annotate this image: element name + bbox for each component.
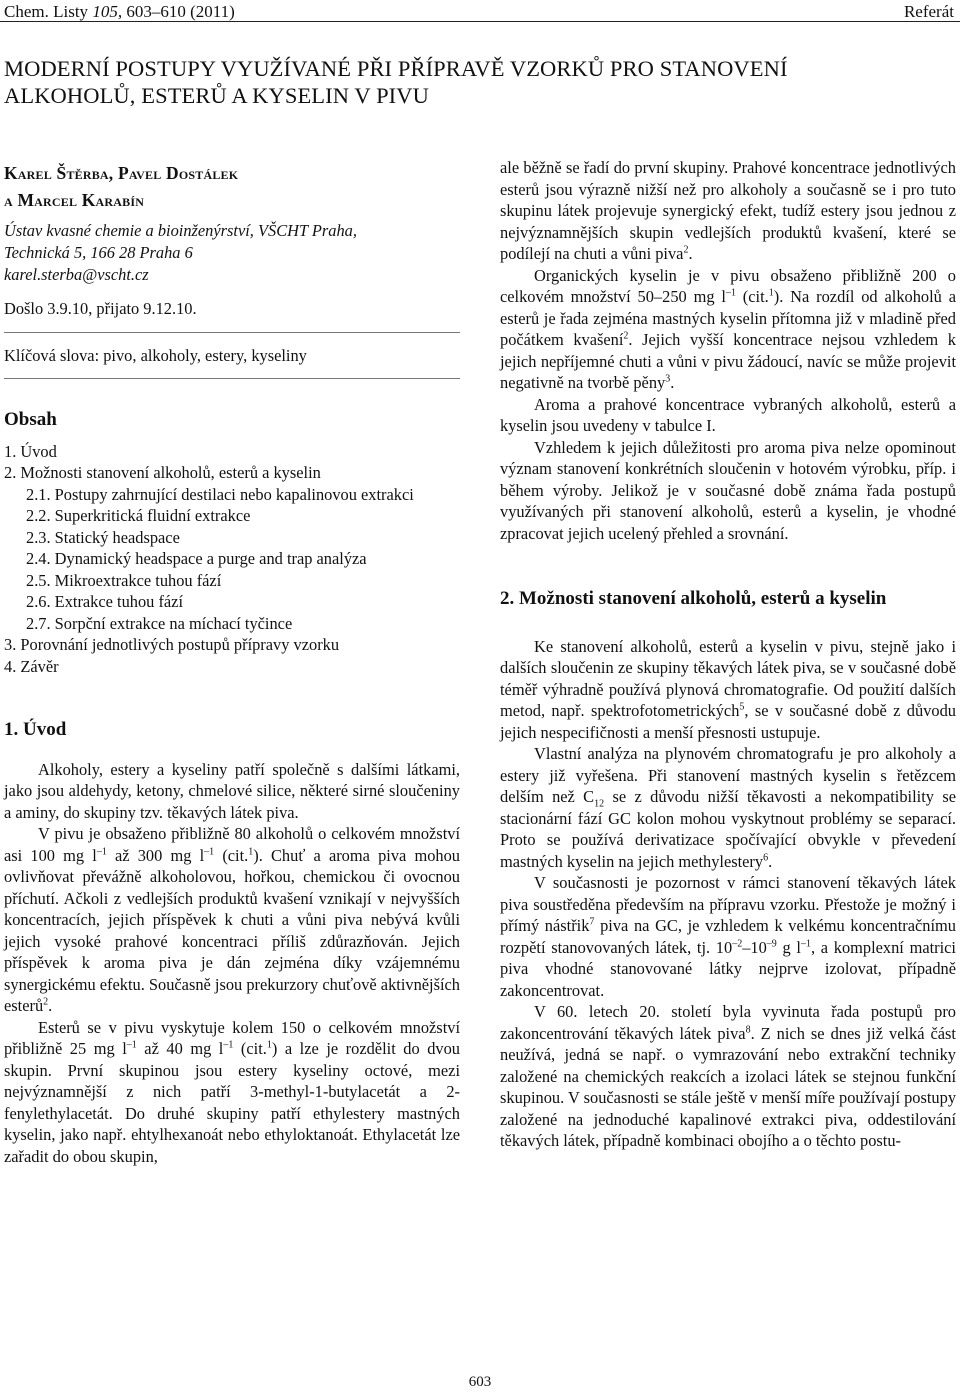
intro-paragraph-1: Alkoholy, estery a kyseliny patří společně s dalšími látkami, jako jsou aldehydy, ketony, chmelové silice, některé sirné sloučeniny a aminy, do skupiny tzv. těkavých látek piva. [4, 759, 460, 822]
intro-paragraph-3: Esterů se v pivu vyskytuje kolem 150 o celkovém množství přibližně 25 mg $l^{-1}$ až 40 mg $l^{-1}$ (cit.$^1$) a lze je rozdělit do dvou skupin. První skupinou jsou estery kyseliny octové, mezi nejvýznamnější z nich patří 3-methyl-1-butylacetát a 2-fenylethylacetát. Do druhé skupiny patří ethylestery mastných kyselin, jako např. ehtylhexanoát nebo ethyloktanoát. Ethylacetát lze zařadit do obou skupin, [4, 1017, 460, 1166]
toc-item-uvod[interactable]: 1. Úvod [4, 441, 57, 461]
section-1-heading: 1. Úvod [4, 719, 67, 740]
keywords-rule-bottom [4, 378, 460, 379]
left-column [4, 160, 460, 1167]
keywords-rule-top [4, 332, 460, 333]
author-email[interactable]: karel.sterba@vscht.cz [4, 265, 149, 284]
toc-item-sbse[interactable]: 2.7. Sorpční extrakce na míchací tyčince [26, 613, 293, 633]
esters-paragraph-continued: ale běžně se řadí do první skupiny. Prahové koncentrace jednotlivých esterů jsou výrazně nižší než pro alkoholy a současně se i pro tuto skupinu látek projevuje synergický efekt, tudíž estery jsou jednou z nejvýznamnějších skupin vedlejších produktů kvašení, které se podílejí na chuti a vůni piva$^2$. [500, 158, 956, 263]
toc-item-destilace[interactable]: 2.1. Postupy zahrnující destilaci nebo kapalinovou extrakci [26, 484, 414, 504]
article-title-line-1: MODERNÍ POSTUPY VYUŽÍVANÉ PŘI PŘÍPRAVĚ VZORKŮ PRO STANOVENÍ [4, 56, 788, 81]
toc-item-moznosti[interactable]: 2. Možnosti stanovení alkoholů, esterů a kyselin [4, 463, 321, 482]
toc-item-sfe[interactable]: 2.2. Superkritická fluidní extrakce [26, 506, 251, 525]
affiliation-line-2: Technická 5, 166 28 Praha 6 [4, 243, 193, 262]
methods-paragraph-3: V současnosti je pozornost v rámci stanovení těkavých látek piva soustředěna především na přípravu vzorku. Přestože je možný i přímý nástřik$^7$ piva na GC, je vzhledem k velkému koncentračnímu rozpětí stanovovaných látek, tj. $10^{-2}-10^{-9}$ g $l^{-1}$, a komplexní matrici piva vhodné stanovované látky nejprve izolovat, případně zakoncentrovat. [500, 873, 956, 1000]
authors-line-2: a Marcel Karabín [4, 190, 145, 210]
journal-pages: 603–610 (2011) [126, 2, 235, 21]
page-number: 603 [468, 1374, 492, 1390]
authors-line-1: Karel Štěrba, Pavel Dostálek [4, 163, 239, 183]
toc-item-spme[interactable]: 2.5. Mikroextrakce tuhou fází [26, 570, 222, 590]
toc-item-static-headspace[interactable]: 2.3. Statický headspace [26, 527, 180, 547]
journal-name: Chem. Listy [4, 2, 89, 21]
affiliation [4, 220, 460, 286]
section-2-heading: 2. Možnosti stanovení alkoholů, esterů a kyselin [500, 588, 887, 609]
toc-item-zaver[interactable]: 4. Závěr [4, 656, 59, 676]
aroma-paragraph: Aroma a prahové koncentrace vybraných alkoholů, esterů a kyselin jsou uvedeny v tabulce I. [500, 394, 956, 435]
importance-paragraph: Vzhledem k jejich důležitosti pro aroma piva nelze opominout význam stanovení konkrétních sloučenin v hotovém výrobku, příp. i během výroby. Jelikož je v současné době známa řada postupů využívaných při stanovení alkoholů, esterů a kyselin, je vhodné zpracovat jejich ucelený přehled a srovnání. [500, 437, 956, 543]
acids-paragraph: Organických kyselin je v pivu obsaženo přibližně 200 o celkovém množství 50–250 mg $l^{-1}$ (cit.$^1$). Na rozdíl od alkoholů a esterů je řada zejména mastných kyselin přítomna již v mladině před počátkem kvašení$^2$. Jejich vyšší koncentrace nejsou vzhledem k jejich nepříjemné chuti a vůni v pivu žádoucí, navíc se může projevit negativně na tvorbě pěny$^3$. [500, 265, 956, 392]
methods-paragraph-4: V 60. letech 20. století byla vyvinuta řada postupů pro zakoncentrování těkavých látek piva$^8$. Z nich se dnes již velká část neužívá, jedná se např. o vymrazování nebo extrakční techniky založené na chemických reakcích a izolaci látek se stejnou funkční skupinou. V současnosti se stále ještě v menší míře používají postupy založené na jednoduché kapalinové extrakci piva, oddestilování těkavých látek, případně kombinaci obojího a o těchto postu- [500, 1002, 957, 1150]
article-title-line-2: ALKOHOLŮ, ESTERŮ A KYSELIN V PIVU [4, 83, 429, 108]
journal-volume: 105 [92, 2, 118, 21]
received-accepted-dates: Došlo 3.9.10, přijato 9.12.10. [4, 299, 197, 318]
authors [4, 160, 460, 214]
article-type: Referát [903, 2, 954, 21]
toc-heading: Obsah [4, 409, 57, 430]
keywords: Klíčová slova: pivo, alkoholy, estery, kyseliny [4, 345, 307, 365]
running-header [0, 0, 960, 22]
intro-paragraph-2: V pivu je obsaženo přibližně 80 alkoholů o celkovém množství asi 100 mg $l^{-1}$ až 300 mg $l^{-1}$ (cit.$^1$). Chuť a aroma piva mohou ovlivňovat převážně alkoholovou, hořkou, chemickou či ovocnou příchutí. Ačkoli z vedlejších produktů kvašení vznikají v nejvyšších koncentracích, jejich příspěvek k chuti a vůni piva nebývá kvůli jejich vysoké prahové koncentraci příliš zdůrazňován. Jejich příspěvek k aroma piva je dán zejména díky vzájemnému synergickému efektu. Současně jsou prekurzory chuťově aktivnějších esterů$^2$. [4, 824, 460, 1015]
toc-item-dynamic-headspace[interactable]: 2.4. Dynamický headspace a purge and trap analýza [26, 549, 367, 568]
header-rule [0, 21, 960, 22]
affiliation-line-1: Ústav kvasné chemie a bioinženýrství, VŠCHT Praha, [4, 221, 357, 240]
methods-paragraph-2: Vlastní analýza na plynovém chromatografu je pro alkoholy a estery již vyřešena. Při stanovení mastných kyselin s řetězcem delším než $C_{12}$ se z důvodu nižší těkavosti a nekompatibility se stacionární fází GC kolon mohou vyskytnout problémy se separací. Proto se používá derivatizace spočívající obvykle v převedení mastných kyselin na jejich methylestery$^6$. [500, 744, 956, 871]
right-column [500, 157, 956, 1152]
toc-item-spe[interactable]: 2.6. Extrakce tuhou fází [26, 592, 184, 611]
toc-item-porovnani[interactable]: 3. Porovnání jednotlivých postupů přípravy vzorku [4, 635, 340, 654]
journal-citation: Chem. Listy 105, 603–610 (2011) [4, 2, 235, 21]
methods-paragraph-1: Ke stanovení alkoholů, esterů a kyselin v pivu, stejně jako i dalších sloučenin ze skupiny těkavých látek piva, se v současné době téměř výhradně používá plynová chromatografie. Od použití dalších metod, např. spektrofotometrických$^5$, se v současné době z důvodu jejich nespecifičnosti a menší přesnosti ustupuje. [500, 636, 956, 742]
table-of-contents [4, 441, 460, 678]
article-title [4, 55, 944, 109]
